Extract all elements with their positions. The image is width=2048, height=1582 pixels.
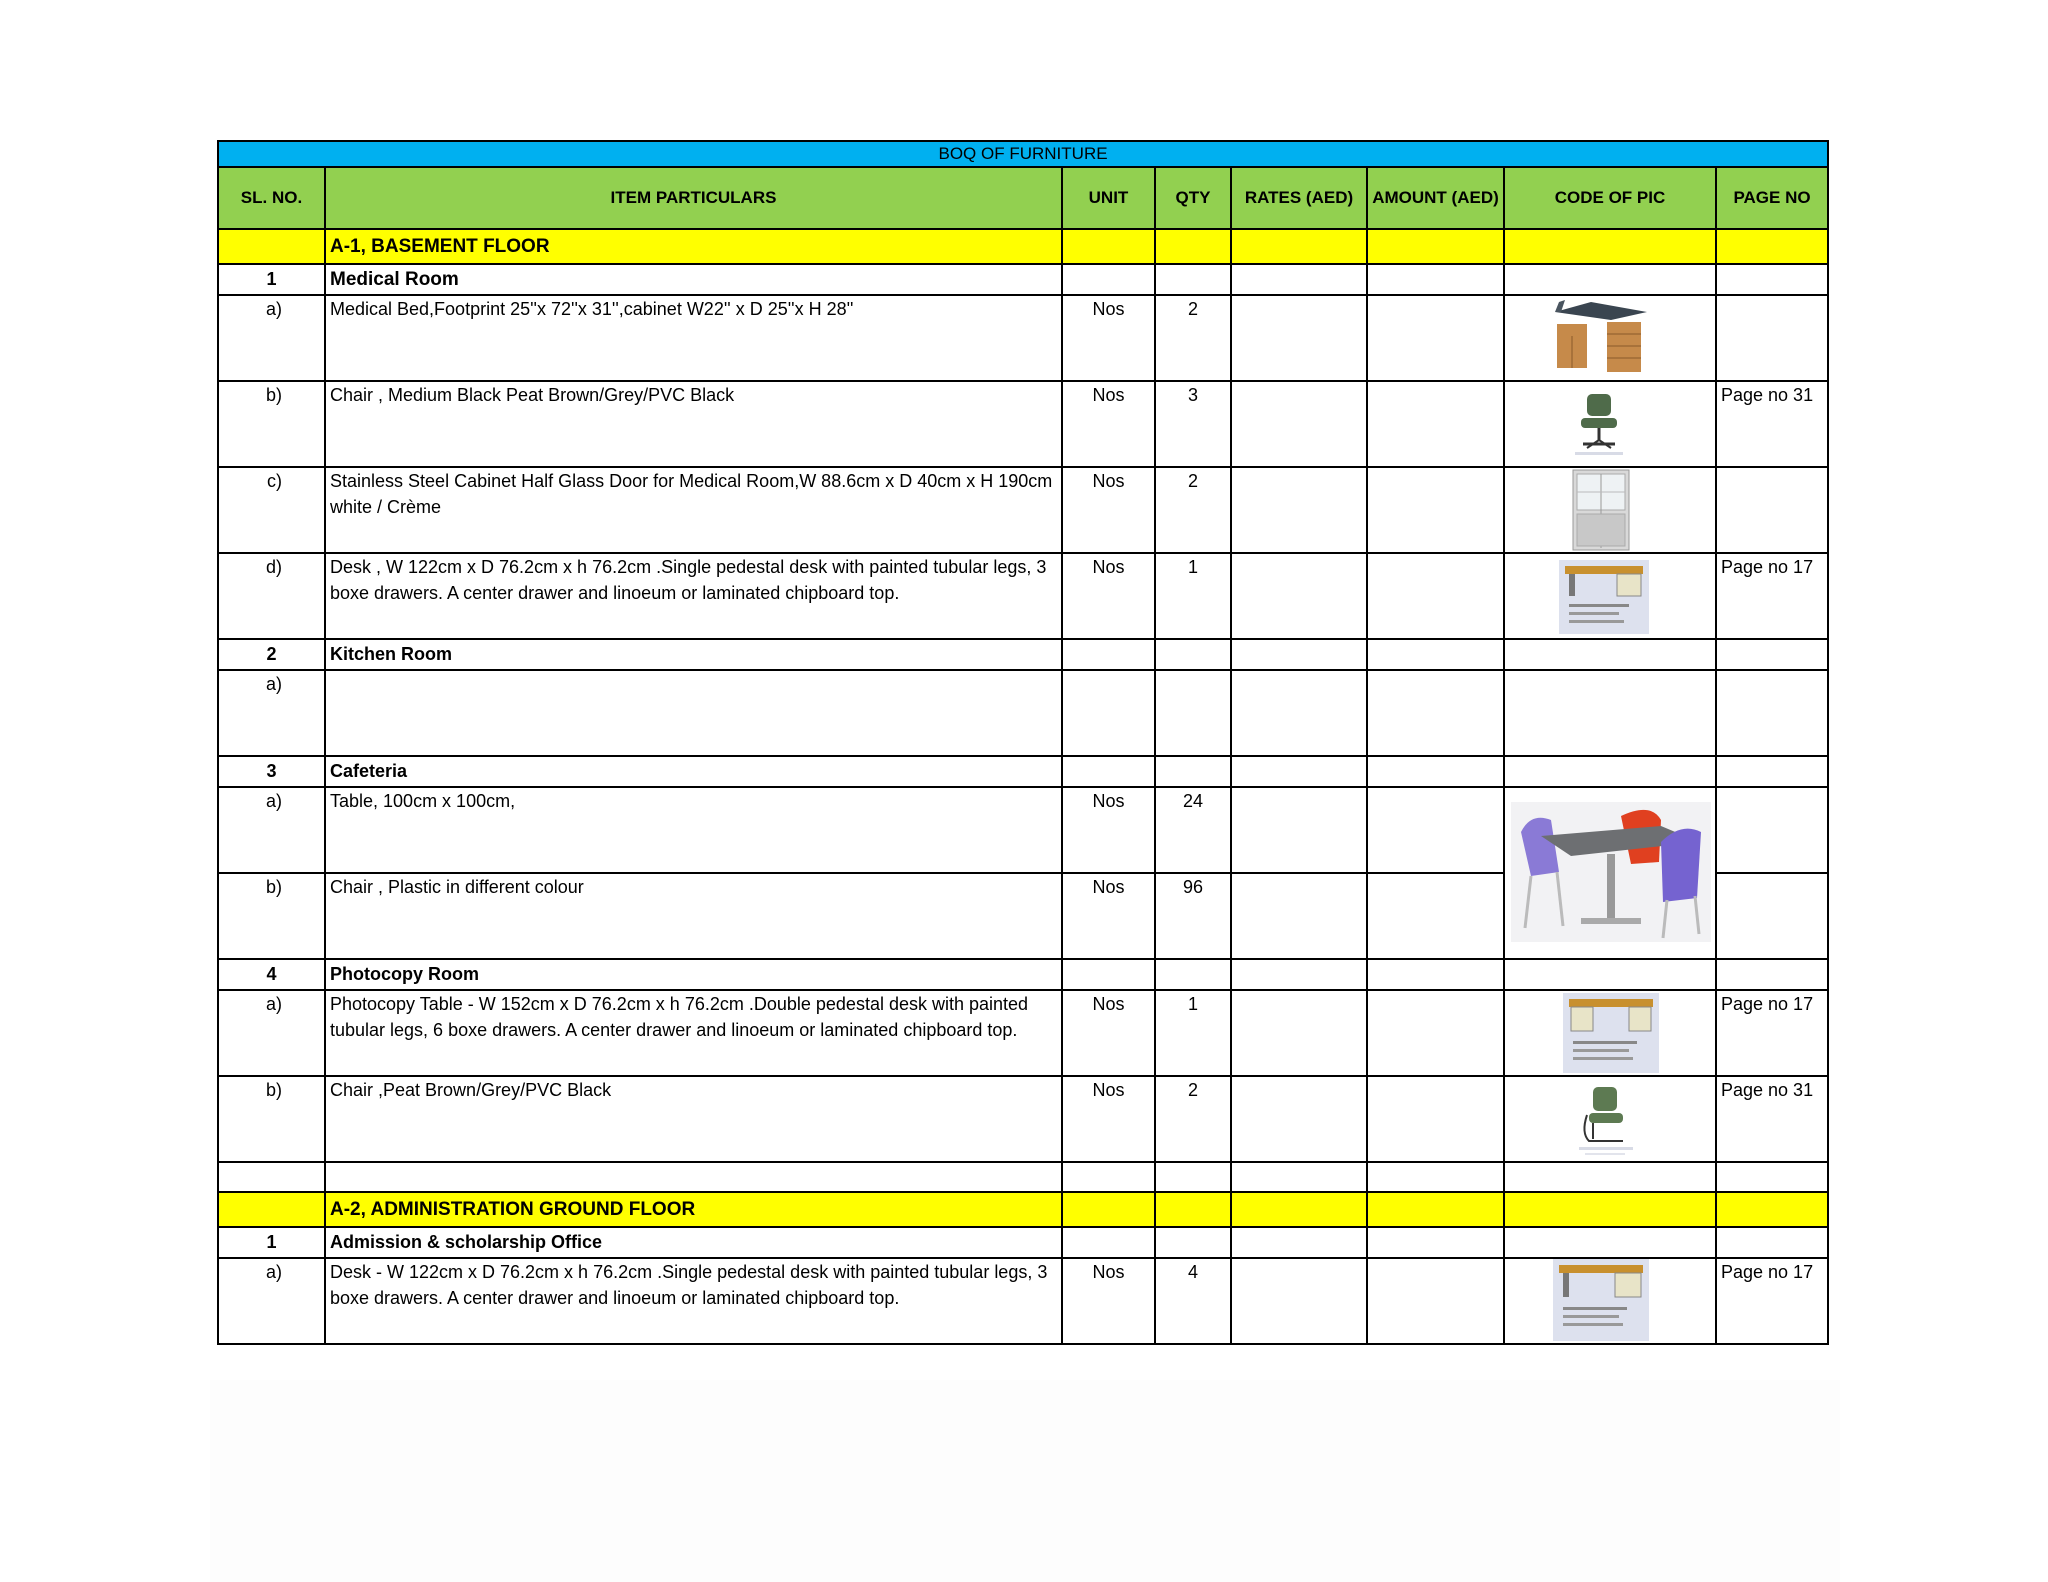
item-rate (1231, 467, 1367, 553)
floor-label: A-1, BASEMENT FLOOR (325, 229, 1062, 264)
table-row (218, 787, 1828, 873)
section-row (218, 264, 1828, 295)
item-sl: a) (218, 1258, 325, 1344)
item-description (325, 670, 1062, 756)
item-description: Table, 100cm x 100cm, (325, 787, 1062, 873)
section-number: 3 (218, 756, 325, 787)
item-sl: a) (218, 787, 325, 873)
item-amount (1367, 1258, 1504, 1344)
item-qty: 2 (1155, 1076, 1231, 1162)
item-sl: b) (218, 381, 325, 467)
item-sl: b) (218, 873, 325, 959)
item-page: Page no 17 (1716, 1258, 1828, 1344)
section-row (218, 639, 1828, 670)
item-rate (1231, 381, 1367, 467)
item-qty: 1 (1155, 553, 1231, 639)
item-unit: Nos (1062, 1258, 1155, 1344)
section-row (218, 959, 1828, 990)
header-page-no: PAGE NO (1716, 167, 1828, 229)
item-rate (1231, 295, 1367, 381)
office-chair-icon (1563, 390, 1635, 462)
header-row (218, 167, 1828, 229)
item-rate (1231, 873, 1367, 959)
item-unit: Nos (1062, 295, 1155, 381)
visitor-chair-icon (1571, 1083, 1641, 1159)
section-number: 1 (218, 264, 325, 295)
double-desk-icon (1563, 993, 1659, 1073)
floor-label: A-2, ADMINISTRATION GROUND FLOOR (325, 1192, 1062, 1227)
item-amount (1367, 553, 1504, 639)
steel-cabinet-icon (1563, 468, 1639, 552)
item-pic (1504, 467, 1716, 553)
item-description: Medical Bed,Footprint 25''x 72''x 31'',cabinet W22'' x D 25''x H 28'' (325, 295, 1062, 381)
item-page: Page no 31 (1716, 381, 1828, 467)
header-code-of-pic: CODE OF PIC (1504, 167, 1716, 229)
item-amount (1367, 1076, 1504, 1162)
section-name: Kitchen Room (325, 639, 1062, 670)
page-bottom-band (210, 1380, 1840, 1582)
item-pic (1504, 553, 1716, 639)
item-pic (1504, 1076, 1716, 1162)
boq-table (217, 140, 1829, 1345)
item-amount (1367, 467, 1504, 553)
item-qty: 2 (1155, 467, 1231, 553)
item-unit: Nos (1062, 381, 1155, 467)
item-qty: 3 (1155, 381, 1231, 467)
item-description: Desk - W 122cm x D 76.2cm x h 76.2cm .Single pedestal desk with painted tubular legs, 3 boxe drawers. A center drawer and linoeum or laminated chipboard top. (325, 1258, 1062, 1344)
item-rate (1231, 1258, 1367, 1344)
table-row (218, 467, 1828, 553)
item-unit: Nos (1062, 990, 1155, 1076)
floor-row-a1 (218, 229, 1828, 264)
item-page (1716, 787, 1828, 873)
floor-row-a2 (218, 1192, 1828, 1227)
item-page: Page no 31 (1716, 1076, 1828, 1162)
header-sl-no: SL. NO. (218, 167, 325, 229)
item-rate (1231, 553, 1367, 639)
item-pic (1504, 381, 1716, 467)
header-rates: RATES (AED) (1231, 167, 1367, 229)
item-page (1716, 873, 1828, 959)
section-number: 1 (218, 1227, 325, 1258)
item-unit: Nos (1062, 553, 1155, 639)
item-sl: a) (218, 295, 325, 381)
header-amount: AMOUNT (AED) (1367, 167, 1504, 229)
item-sl: a) (218, 670, 325, 756)
item-pic (1504, 990, 1716, 1076)
item-pic (1504, 787, 1716, 959)
item-amount (1367, 990, 1504, 1076)
section-name: Photocopy Room (325, 959, 1062, 990)
item-description: Chair ,Peat Brown/Grey/PVC Black (325, 1076, 1062, 1162)
table-row (218, 295, 1828, 381)
header-item-particulars: ITEM PARTICULARS (325, 167, 1062, 229)
item-amount (1367, 787, 1504, 873)
item-qty: 24 (1155, 787, 1231, 873)
section-name: Cafeteria (325, 756, 1062, 787)
item-page (1716, 295, 1828, 381)
item-rate (1231, 990, 1367, 1076)
section-number: 2 (218, 639, 325, 670)
table-row (218, 381, 1828, 467)
item-qty: 1 (1155, 990, 1231, 1076)
medical-bed-icon (1551, 298, 1649, 374)
item-amount (1367, 295, 1504, 381)
item-rate (1231, 787, 1367, 873)
item-qty: 2 (1155, 295, 1231, 381)
item-qty: 4 (1155, 1258, 1231, 1344)
item-page (1716, 467, 1828, 553)
item-unit: Nos (1062, 467, 1155, 553)
item-description: Desk , W 122cm x D 76.2cm x h 76.2cm .Single pedestal desk with painted tubular legs, 3 boxe drawers. A center drawer and linoeum or laminated chipboard top. (325, 553, 1062, 639)
item-sl: a) (218, 990, 325, 1076)
item-qty: 96 (1155, 873, 1231, 959)
blank-row (218, 1162, 1828, 1192)
table-row (218, 670, 1828, 756)
section-number: 4 (218, 959, 325, 990)
table-row (218, 1076, 1828, 1162)
section-name: Admission & scholarship Office (325, 1227, 1062, 1258)
item-amount (1367, 873, 1504, 959)
section-row (218, 756, 1828, 787)
desk-icon (1559, 560, 1649, 634)
item-description: Photocopy Table - W 152cm x D 76.2cm x h 76.2cm .Double pedestal desk with painted tubular legs, 6 boxe drawers. A center drawer and linoeum or laminated chipboard top. (325, 990, 1062, 1076)
item-sl: c) (218, 467, 325, 553)
table-title: BOQ OF FURNITURE (218, 141, 1828, 167)
item-unit: Nos (1062, 873, 1155, 959)
item-unit: Nos (1062, 787, 1155, 873)
table-row (218, 990, 1828, 1076)
item-pic (1504, 1258, 1716, 1344)
item-description: Chair , Medium Black Peat Brown/Grey/PVC Black (325, 381, 1062, 467)
header-qty: QTY (1155, 167, 1231, 229)
item-pic (1504, 295, 1716, 381)
item-amount (1367, 381, 1504, 467)
header-unit: UNIT (1062, 167, 1155, 229)
item-sl: b) (218, 1076, 325, 1162)
item-page: Page no 17 (1716, 553, 1828, 639)
section-name: Medical Room (325, 264, 1062, 295)
item-description: Chair , Plastic in different colour (325, 873, 1062, 959)
desk-icon (1553, 1259, 1649, 1341)
table-row (218, 553, 1828, 639)
item-page: Page no 17 (1716, 990, 1828, 1076)
section-row (218, 1227, 1828, 1258)
table-row (218, 1258, 1828, 1344)
title-row (218, 141, 1828, 167)
item-description: Stainless Steel Cabinet Half Glass Door for Medical Room,W 88.6cm x D 40cm x H 190cm white / Crème (325, 467, 1062, 553)
item-sl: d) (218, 553, 325, 639)
item-unit: Nos (1062, 1076, 1155, 1162)
cafeteria-set-icon (1511, 802, 1711, 942)
item-rate (1231, 1076, 1367, 1162)
